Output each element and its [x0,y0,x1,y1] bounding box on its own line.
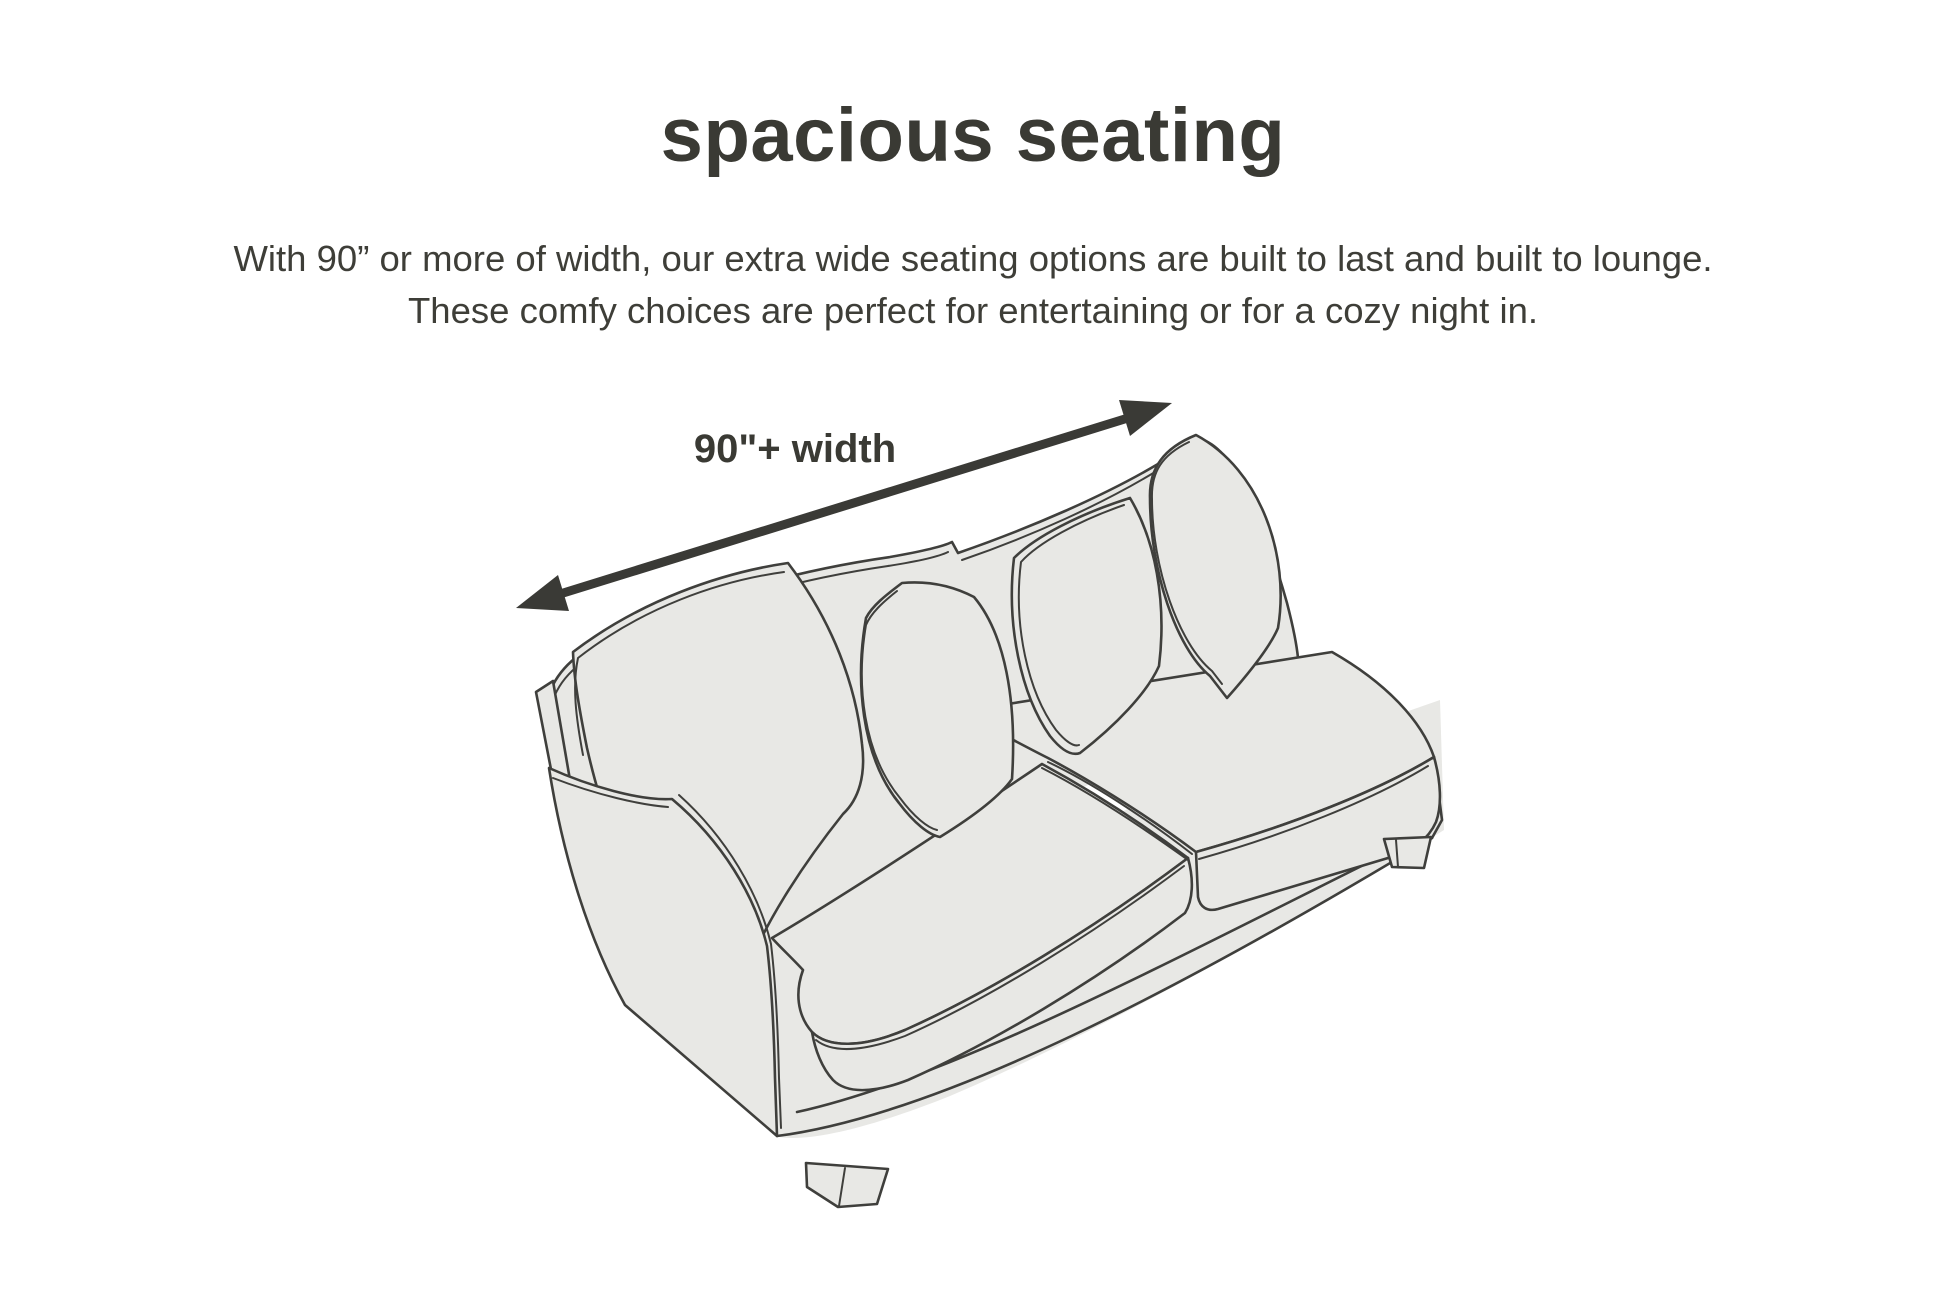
subtitle-line-1: With 90” or more of width, our extra wide seating options are built to last and built to lounge. [233,238,1713,279]
subtitle-line-2: These comfy choices are perfect for entertaining or for a cozy night in. [407,290,1539,331]
sofa-foot-left [806,1163,888,1207]
dimension-label: 90"+ width [693,427,897,471]
page-title: spacious seating [660,93,1286,178]
arrow-head-right [1119,400,1172,436]
arrow-head-left [516,575,569,611]
sofa-foot-right [1384,837,1431,868]
